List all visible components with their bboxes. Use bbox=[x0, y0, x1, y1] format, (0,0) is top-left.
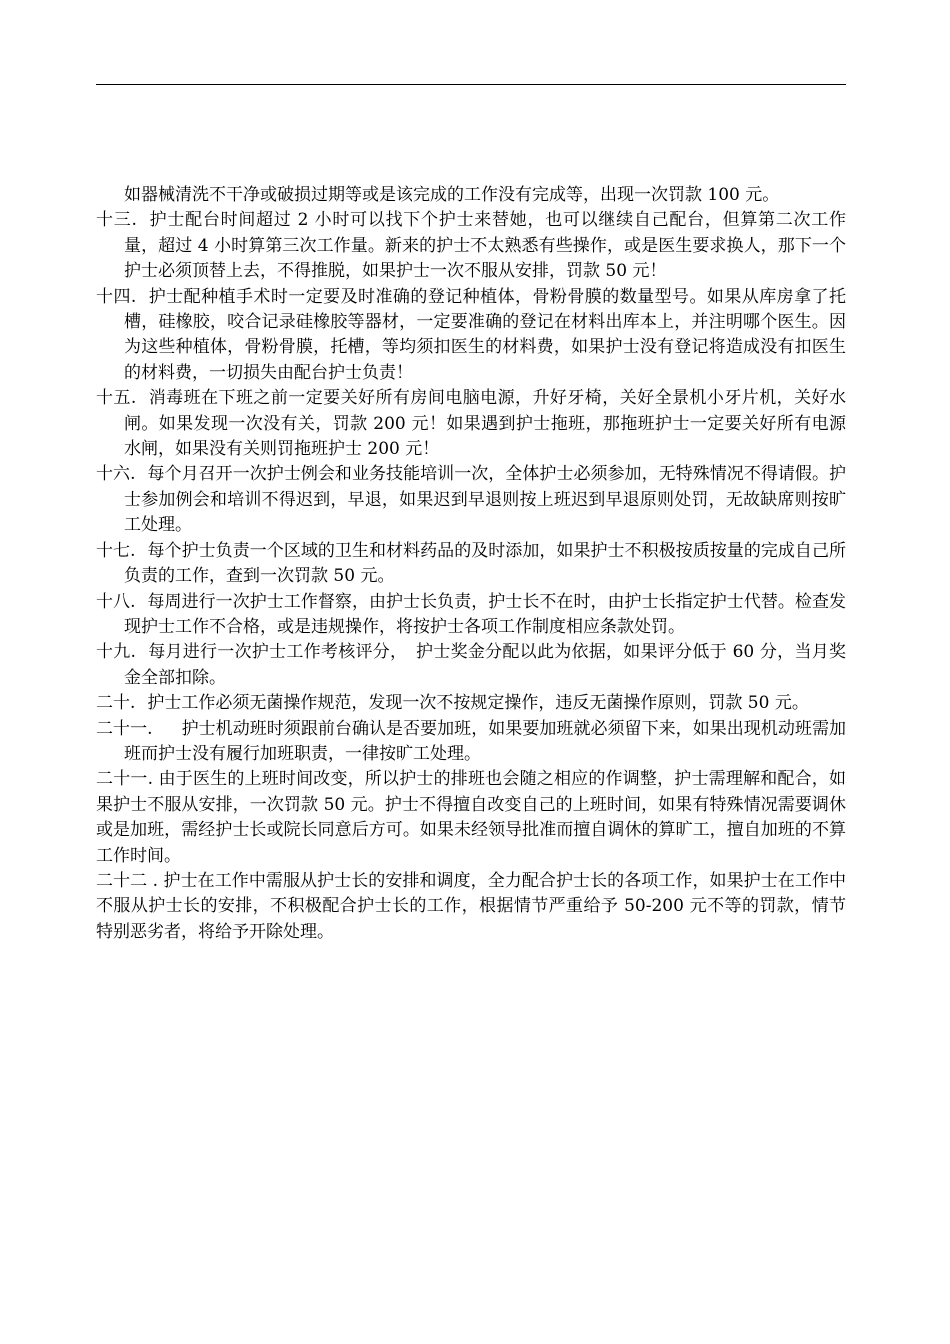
paragraph-21b: 二十一. 由于医生的上班时间改变，所以护士的排班也会随之相应的作调整，护士需理解和配合，如果护士不服从安排，一次罚款 50 元。护士不得擅自改变自己的上班时间，如果有特殊情况需要调休或是加班，需经护士长或院长同意后方可。如果未经领导批准而擅自调休的算旷工，擅自加班的不算工作时间。 bbox=[96, 769, 846, 866]
rule-item-14 bbox=[96, 285, 846, 387]
continuation-text: 如器械清洗不干净或破损过期等或是该完成的工作没有完成等，出现一次罚款 100 元。 bbox=[124, 185, 780, 205]
rule-item-17 bbox=[96, 539, 846, 590]
rule-number: 十五. bbox=[96, 388, 137, 409]
rule-number: 十八. bbox=[96, 591, 136, 612]
rule-text: 护士配台时间超过 2 小时可以找下个护士来替她，也可以继续自己配台，但算第二次工作量，超过 4 小时算第三次工作量。新来的护士不太熟悉有些操作，或是医生要求换人，那下一个护士必须顶替上去，不得推脱，如果护士一次不服从安排，罚款 50 元！ bbox=[124, 210, 847, 282]
rule-number: 十七. bbox=[96, 540, 136, 561]
rule-item-21 bbox=[96, 717, 846, 768]
rule-item-15 bbox=[96, 386, 846, 462]
rule-text: 护士工作必须无菌操作规范，发现一次不按规定操作，违反无菌操作原则，罚款 50 元。 bbox=[147, 693, 809, 714]
rule-number: 十三. bbox=[96, 210, 137, 231]
rule-text: 消毒班在下班之前一定要关好所有房间电脑电源，升好牙椅，关好全景机小牙片机，关好水闸。如果发现一次没有关，罚款 200 元！如果遇到护士拖班，那拖班护士一定要关好所有电源水闸，如果没有关则罚拖班护士 200 元！ bbox=[124, 388, 847, 460]
rule-text: 每月进行一次护士工作考核评分， 护士奖金分配以此为依据，如果评分低于 60 分，当月奖金全部扣除。 bbox=[124, 642, 846, 688]
rule-number: 十九. bbox=[96, 642, 136, 663]
rule-number: 十六. bbox=[96, 464, 136, 485]
rule-number: 十四. bbox=[96, 286, 137, 307]
rule-item-20 bbox=[96, 691, 846, 716]
rule-text: 护士机动班时须跟前台确认是否要加班，如果要加班就必须留下来，如果出现机动班需加班而护士没有履行加班职责，一律按旷工处理。 bbox=[124, 718, 846, 764]
rule-item-18 bbox=[96, 590, 846, 641]
rule-item-19 bbox=[96, 640, 846, 691]
rule-text: 每周进行一次护士工作督察，由护士长负责，护士长不在时，由护士长指定护士代替。检查发现护士工作不合格，或是违规操作，将按护士各项工作制度相应条款处罚。 bbox=[124, 591, 847, 637]
rule-number: 二十. bbox=[96, 693, 136, 714]
rule-text: 每个护士负责一个区域的卫生和材料药品的及时添加，如果护士不积极按质按量的完成自己所负责的工作，查到一次罚款 50 元。 bbox=[124, 540, 847, 587]
rule-number: 二十一. bbox=[96, 718, 153, 739]
rule-item-16 bbox=[96, 462, 846, 538]
paragraph-22: 二十二 . 护士在工作中需服从护士长的安排和调度，全力配合护士长的各项工作，如果护士在工作中不服从护士长的安排，不积极配合护士长的工作，根据情节严重给予 50-200 元不等的罚款，情节特别恶劣者，将给予开除处理。 bbox=[96, 870, 846, 942]
rule-text: 每个月召开一次护士例会和业务技能培训一次，全体护士必须参加，无特殊情况不得请假。护士参加例会和培训不得迟到，早退，如果迟到早退则按上班迟到早退原则处罚，无故缺席则按旷工处理。 bbox=[124, 464, 847, 536]
header-rule bbox=[96, 84, 846, 85]
rule-text: 护士配种植手术时一定要及时准确的登记种植体，骨粉骨膜的数量型号。如果从库房拿了托槽，硅橡胶，咬合记录硅橡胶等器材，一定要准确的登记在材料出库本上，并注明哪个医生。因为这些种植体，骨粉骨膜，托槽，等均须扣医生的材料费，如果护士没有登记将造成没有扣医生的材料费，一切损失由配台护士负责！ bbox=[124, 286, 847, 383]
document-body bbox=[96, 183, 846, 945]
rule-item-13 bbox=[96, 208, 846, 284]
